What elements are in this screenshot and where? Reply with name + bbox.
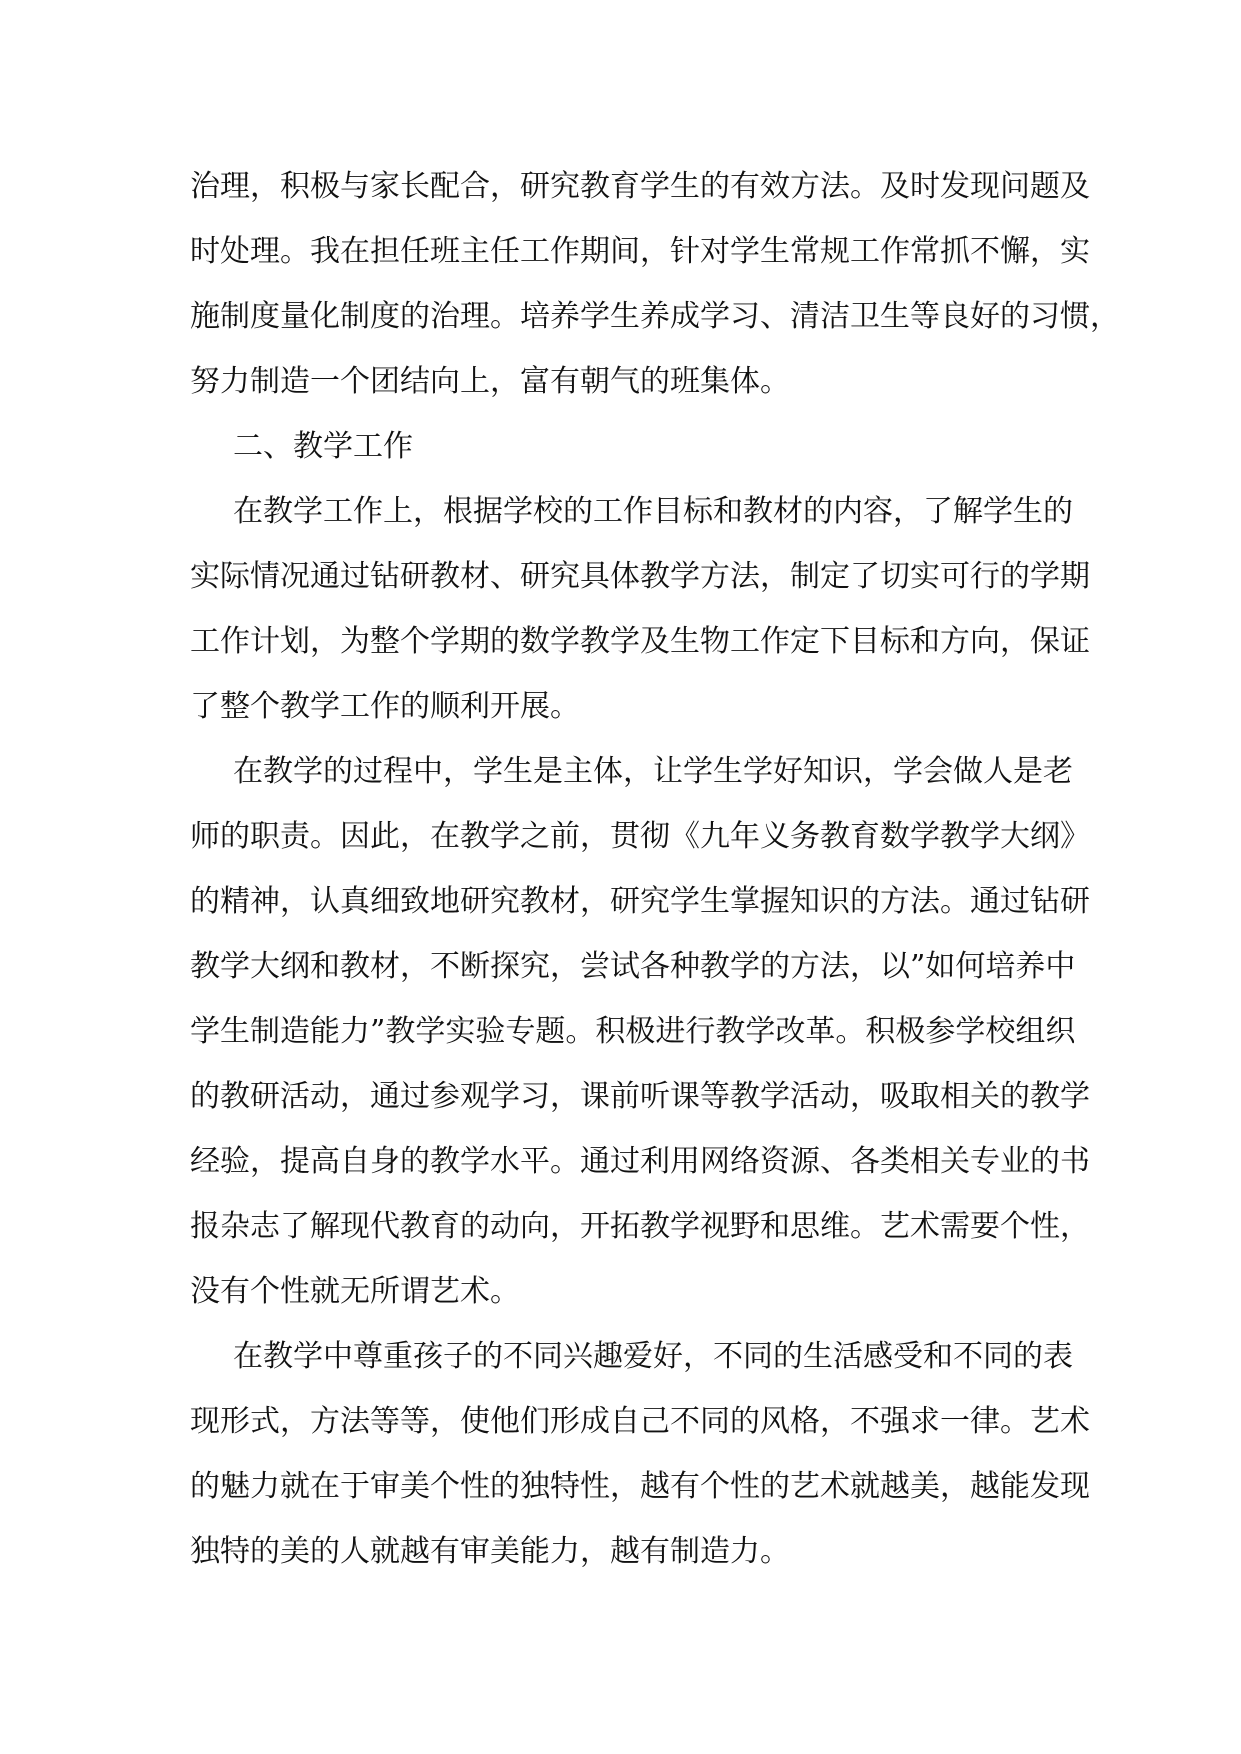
text-line: 现形式，方法等等，使他们形成自己不同的风格，不强求一律。艺术 xyxy=(190,1404,1090,1439)
text-line: 在教学中尊重孩子的不同兴趣爱好，不同的生活感受和不同的表 xyxy=(233,1339,1073,1374)
text-line: 教学大纲和教材，不断探究，尝试各种教学的方法，以”如何培养中 xyxy=(190,949,1076,984)
text-line: 实际情况通过钻研教材、研究具体教学方法，制定了切实可行的学期 xyxy=(190,559,1090,594)
text-line: 报杂志了解现代教育的动向，开拓教学视野和思维。艺术需要个性， xyxy=(190,1209,1090,1244)
text-line: 的精神，认真细致地研究教材，研究学生掌握知识的方法。通过钻研 xyxy=(190,884,1090,919)
text-line: 在教学的过程中，学生是主体，让学生学好知识，学会做人是老 xyxy=(233,754,1073,789)
text-line: 的魅力就在于审美个性的独特性，越有个性的艺术就越美，越能发现 xyxy=(190,1469,1090,1504)
text-line: 工作计划，为整个学期的数学教学及生物工作定下目标和方向，保证 xyxy=(190,624,1090,659)
text-line: 没有个性就无所谓艺术。 xyxy=(190,1274,520,1309)
text-line: 学生制造能力”教学实验专题。积极进行教学改革。积极参学校组织 xyxy=(190,1014,1076,1049)
text-line: 师的职责。因此，在教学之前，贯彻《九年义务教育数学教学大纲》 xyxy=(190,819,1090,854)
text-line: 治理，积极与家长配合，研究教育学生的有效方法。及时发现问题及 xyxy=(190,169,1090,204)
text-line: 经验，提高自身的教学水平。通过利用网络资源、各类相关专业的书 xyxy=(190,1144,1090,1179)
section-heading: 二、教学工作 xyxy=(233,429,413,464)
text-line: 独特的美的人就越有审美能力，越有制造力。 xyxy=(190,1534,790,1569)
text-line: 的教研活动，通过参观学习，课前听课等教学活动，吸取相关的教学 xyxy=(190,1079,1090,1114)
text-line: 努力制造一个团结向上，富有朝气的班集体。 xyxy=(190,364,790,399)
text-line: 时处理。我在担任班主任工作期间，针对学生常规工作常抓不懈，实 xyxy=(190,234,1090,269)
text-line: 施制度量化制度的治理。培养学生养成学习、清洁卫生等良好的习惯， xyxy=(190,299,1120,334)
document-body xyxy=(190,154,1120,1584)
text-line: 了整个教学工作的顺利开展。 xyxy=(190,689,580,724)
text-line: 在教学工作上，根据学校的工作目标和教材的内容，了解学生的 xyxy=(233,494,1073,529)
